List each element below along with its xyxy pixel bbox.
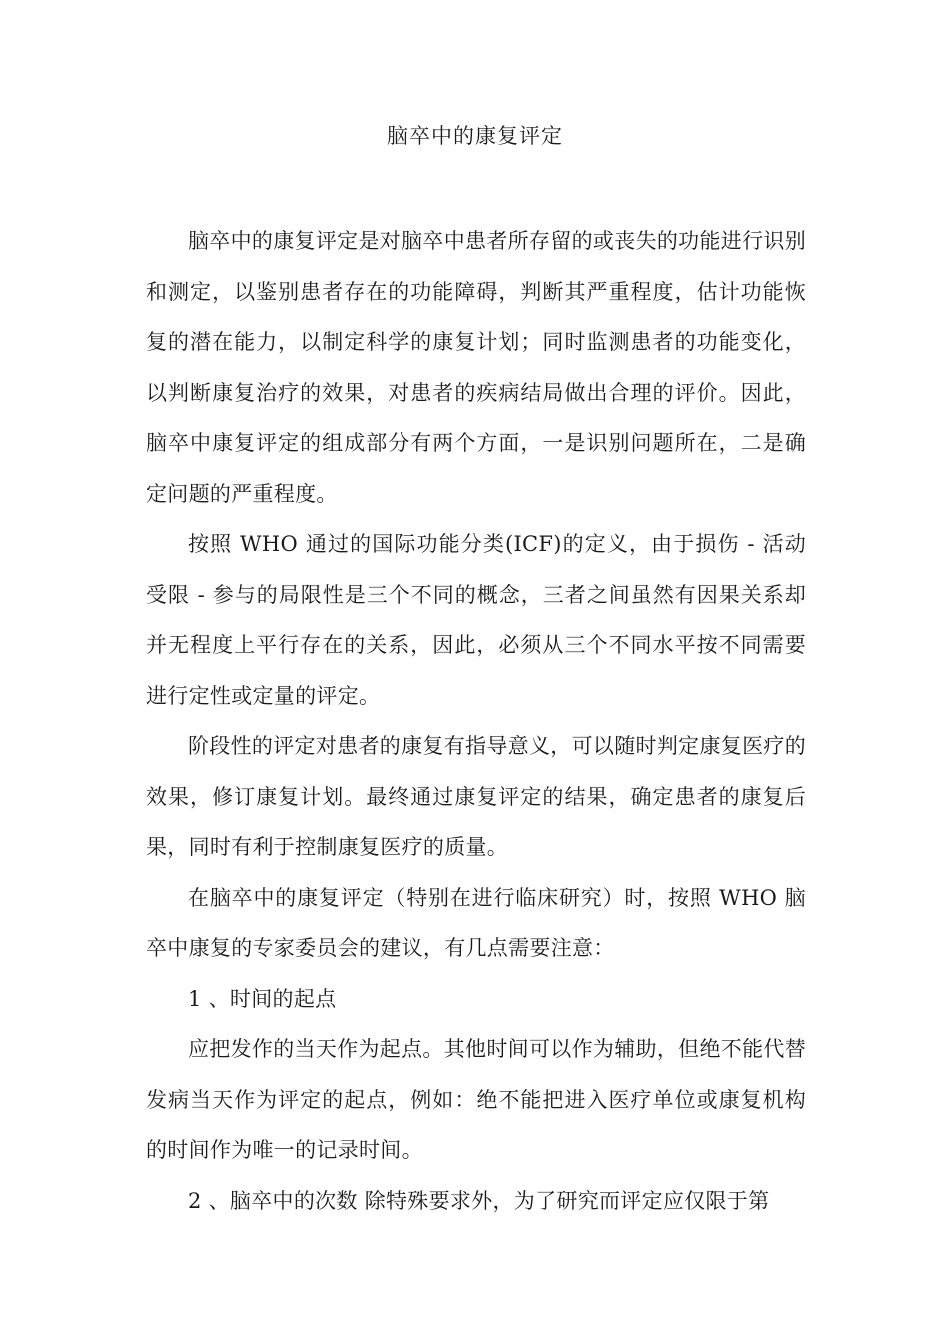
document-title: 脑卒中的康复评定 [387,124,563,148]
section-heading: 1 、时间的起点 [188,986,337,1011]
paragraph: 阶段性的评定对患者的康复有指导意义，可以随时判定康复医疗的效果，修订康复计划。最终通过康复评定的结果，确定患者的康复后果，同时有利于控制康复医疗的质量。 [146,734,806,859]
paragraph: 在脑卒中的康复评定（特别在进行临床研究）时，按照 WHO 脑卒中康复的专家委员会的建议，有几点需要注意： [146,885,806,960]
paragraph: 脑卒中的康复评定是对脑卒中患者所存留的或丧失的功能进行识别和测定，以鉴别患者存在的功能障碍，判断其严重程度，估计功能恢复的潜在能力，以制定科学的康复计划；同时监测患者的功能变化，以判断康复治疗的效果，对患者的疾病结局做出合理的评价。因此，脑卒中康复评定的组成部分有两个方面，一是识别问题所在，二是确定问题的严重程度。 [146,229,806,506]
document-body [146,216,806,1226]
paragraph: 应把发作的当天作为起点。其他时间可以作为辅助，但绝不能代替发病当天作为评定的起点，例如：绝不能把进入医疗单位或康复机构的时间作为唯一的记录时间。 [146,1037,806,1162]
section-heading: 2 、脑卒中的次数 除特殊要求外，为了研究而评定应仅限于第 [188,1188,770,1213]
paragraph: 按照 WHO 通过的国际功能分类(ICF)的定义，由于损伤 - 活动受限 - 参与的局限性是三个不同的概念，三者之间虽然有因果关系却并无程度上平行存在的关系，因此，必须从三个不同水平按不同需要进行定性或定量的评定。 [146,532,806,708]
